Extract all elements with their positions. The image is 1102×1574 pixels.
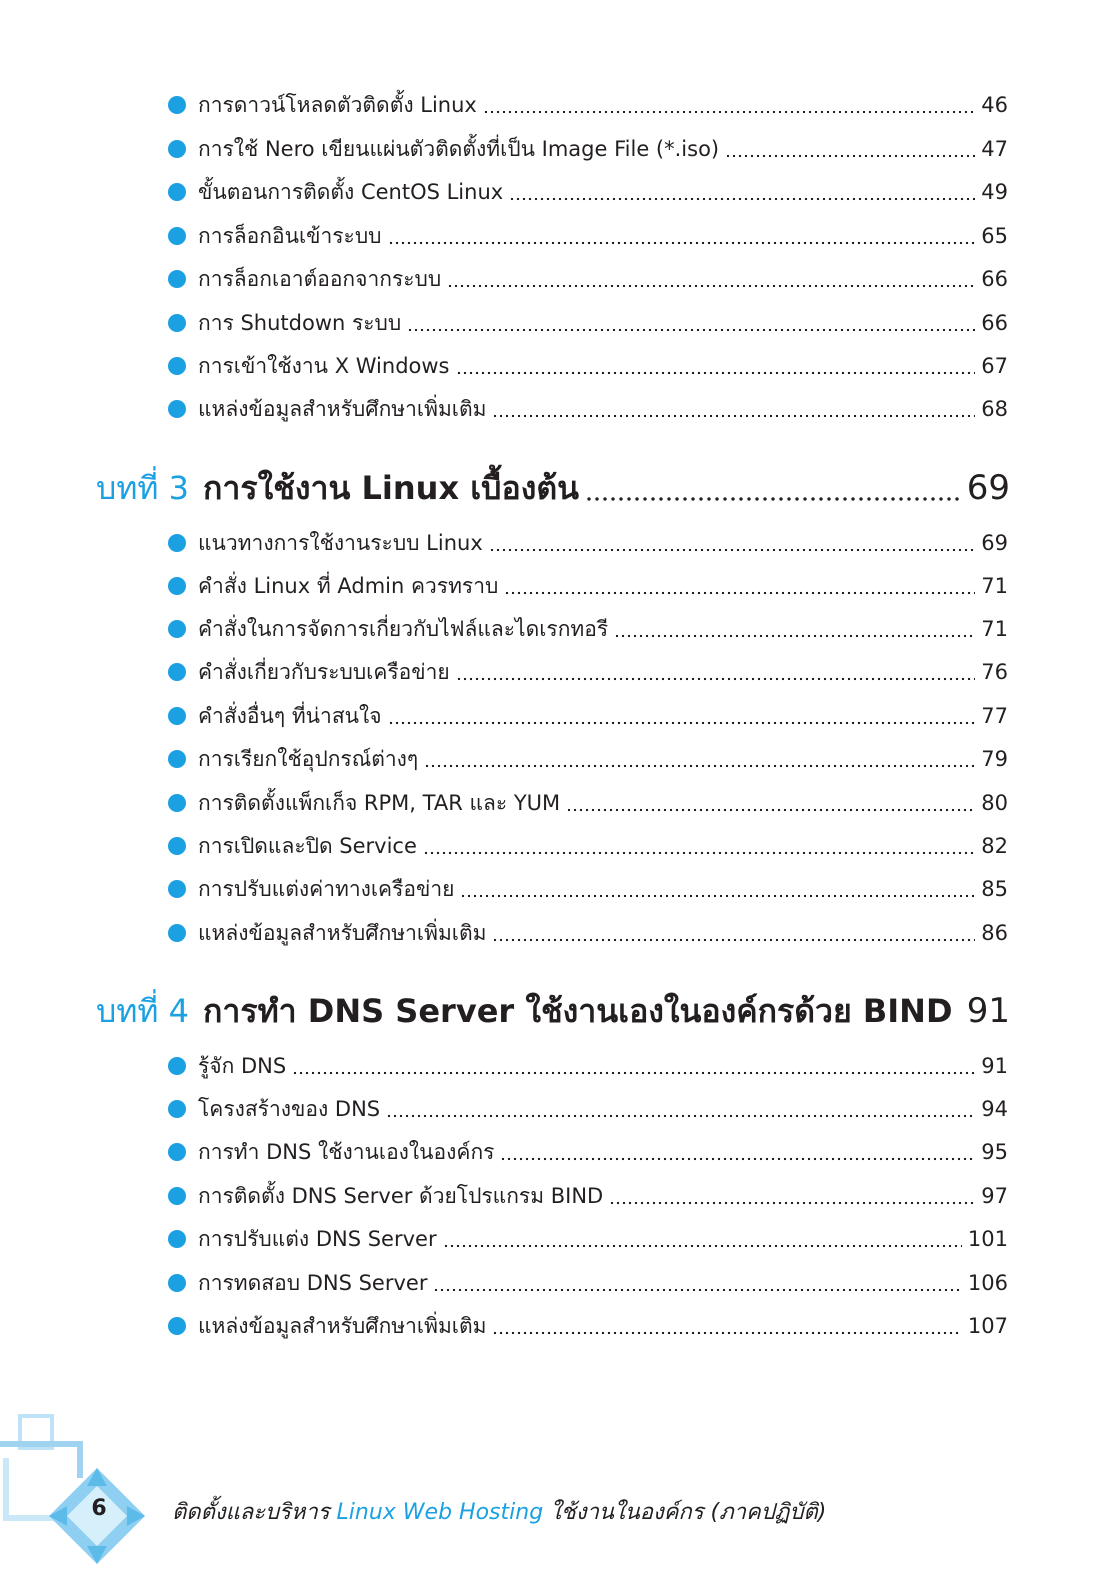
page-number: 6 <box>91 1496 107 1521</box>
dot-leader <box>292 1071 975 1075</box>
footer-ornament-icon <box>0 1408 160 1574</box>
dot-leader <box>500 1157 975 1161</box>
chapter-page: 91 <box>966 991 1010 1031</box>
toc-item-label: การเข้าใช้งาน X Windows <box>198 354 450 378</box>
toc-item-page: 94 <box>981 1097 1008 1121</box>
toc-item-page: 85 <box>981 877 1008 901</box>
dot-leader <box>609 1201 975 1205</box>
toc-item-label: การดาวน์โหลดตัวติดตั้ง Linux <box>198 93 477 117</box>
dot-leader <box>456 371 976 375</box>
toc-item-label: การเรียกใช้อุปกรณ์ต่างๆ <box>198 747 419 771</box>
toc-item <box>168 303 1008 343</box>
toc-item-label: แหล่งข้อมูลสำหรับศึกษาเพิ่มเติม <box>198 921 487 945</box>
dot-leader <box>483 110 975 114</box>
chapter-heading <box>96 462 1010 514</box>
bullet-icon <box>168 1057 186 1075</box>
dot-leader <box>492 414 975 418</box>
toc-item <box>168 609 1008 649</box>
toc-item-label: การ Shutdown ระบบ <box>198 311 402 335</box>
bullet-icon <box>168 620 186 638</box>
toc-item-label: การติดตั้งแพ็กเก็จ RPM, TAR และ YUM <box>198 791 561 815</box>
bullet-icon <box>168 534 186 552</box>
toc-item-label: การล็อกอินเข้าระบบ <box>198 224 382 248</box>
dot-leader <box>460 894 975 898</box>
toc-item-label: การใช้ Nero เขียนแผ่นตัวติดตั้งที่เป็น Image File (*.iso) <box>198 137 720 161</box>
toc-item-page: 80 <box>981 791 1008 815</box>
bullet-icon <box>168 270 186 288</box>
dot-leader <box>566 808 975 812</box>
bullet-icon <box>168 1100 186 1118</box>
toc-item-label: การเปิดและปิด Service <box>198 834 417 858</box>
toc-item-label: แหล่งข้อมูลสำหรับศึกษาเพิ่มเติม <box>198 1314 487 1338</box>
toc-item-page: 47 <box>981 137 1008 161</box>
dot-leader <box>443 1244 962 1248</box>
bullet-icon <box>168 750 186 768</box>
bullet-icon <box>168 400 186 418</box>
toc-item <box>168 1219 1008 1259</box>
dot-leader <box>489 548 976 552</box>
toc-item <box>168 826 1008 866</box>
bullet-icon <box>168 880 186 898</box>
toc-item <box>168 1263 1008 1303</box>
toc-item-label: คำสั่ง Linux ที่ Admin ควรทราบ <box>198 574 499 598</box>
toc-item-page: 46 <box>981 93 1008 117</box>
toc-item-page: 79 <box>981 747 1008 771</box>
dot-leader <box>504 591 975 595</box>
toc-item-page: 106 <box>967 1271 1008 1295</box>
toc-item-label: การล็อกเอาต์ออกจากระบบ <box>198 267 442 291</box>
bullet-icon <box>168 1143 186 1161</box>
footer-text-before: ติดตั้งและบริหาร <box>172 1500 337 1525</box>
dot-leader <box>423 851 975 855</box>
bullet-icon <box>168 663 186 681</box>
chapter-heading <box>96 985 1010 1037</box>
dot-leader <box>959 1019 961 1025</box>
toc-item <box>168 783 1008 823</box>
toc-item-page: 77 <box>981 704 1008 728</box>
toc-item <box>168 346 1008 386</box>
toc-item-label: การทำ DNS ใช้งานเองในองค์กร <box>198 1140 495 1164</box>
toc-item <box>168 129 1008 169</box>
dot-leader <box>492 1331 961 1335</box>
ornament-line <box>6 1458 60 1518</box>
toc-item-page: 76 <box>981 660 1008 684</box>
toc-item <box>168 85 1008 125</box>
toc-item-label: แนวทางการใช้งานระบบ Linux <box>198 531 483 555</box>
toc-item-page: 71 <box>981 617 1008 641</box>
toc-item <box>168 913 1008 953</box>
chapter-page: 69 <box>966 468 1010 508</box>
toc-item-label: แหล่งข้อมูลสำหรับศึกษาเพิ่มเติม <box>198 397 487 421</box>
toc-item <box>168 869 1008 909</box>
dot-leader <box>725 154 975 158</box>
toc-item-label: คำสั่งเกี่ยวกับระบบเครือข่าย <box>198 660 450 684</box>
toc-item-label: คำสั่งอื่นๆ ที่น่าสนใจ <box>198 704 382 728</box>
bullet-icon <box>168 924 186 942</box>
bullet-icon <box>168 837 186 855</box>
bullet-icon <box>168 577 186 595</box>
toc-item <box>168 172 1008 212</box>
bullet-icon <box>168 1230 186 1248</box>
toc-item <box>168 739 1008 779</box>
toc-item-page: 71 <box>981 574 1008 598</box>
bullet-icon <box>168 794 186 812</box>
dot-leader <box>407 328 975 332</box>
toc-item-label: การปรับแต่งค่าทางเครือข่าย <box>198 877 455 901</box>
toc-item <box>168 1089 1008 1129</box>
toc-item-label: รู้จัก DNS <box>198 1054 287 1078</box>
toc-item-page: 65 <box>981 224 1008 248</box>
toc-item <box>168 1176 1008 1216</box>
toc-item-page: 97 <box>981 1184 1008 1208</box>
bullet-icon <box>168 314 186 332</box>
toc-item <box>168 523 1008 563</box>
dot-leader <box>447 284 975 288</box>
footer-text-highlight: Linux Web Hosting <box>336 1500 544 1525</box>
bullet-icon <box>168 140 186 158</box>
chapter-title: การทำ DNS Server ใช้งานเองในองค์กรด้วย BIND <box>203 992 953 1030</box>
dot-leader <box>614 634 975 638</box>
bullet-icon <box>168 707 186 725</box>
dot-leader <box>433 1288 961 1292</box>
chapter-title: การใช้งาน Linux เบื้องต้น <box>203 469 579 507</box>
bullet-icon <box>168 1317 186 1335</box>
toc-item <box>168 652 1008 692</box>
toc-item-label: โครงสร้างของ DNS <box>198 1097 381 1121</box>
dot-leader <box>585 496 961 502</box>
toc-item-label: การทดสอบ DNS Server <box>198 1271 428 1295</box>
toc-item-page: 82 <box>981 834 1008 858</box>
toc-item-label: การปรับแต่ง DNS Server <box>198 1227 437 1251</box>
toc-item <box>168 696 1008 736</box>
dot-leader <box>424 764 975 768</box>
toc-item <box>168 1132 1008 1172</box>
bullet-icon <box>168 183 186 201</box>
dot-leader <box>388 721 976 725</box>
toc-item-page: 68 <box>981 397 1008 421</box>
toc-item <box>168 259 1008 299</box>
dot-leader <box>509 197 975 201</box>
bullet-icon <box>168 96 186 114</box>
dot-leader <box>456 677 976 681</box>
dot-leader <box>492 938 975 942</box>
dot-leader <box>388 241 976 245</box>
toc-item-page: 107 <box>967 1314 1008 1338</box>
toc-item-label: ขั้นตอนการติดตั้ง CentOS Linux <box>198 180 504 204</box>
dot-leader <box>386 1114 975 1118</box>
chapter-number: บทที่ 3 <box>96 469 190 507</box>
toc-item-page: 69 <box>981 531 1008 555</box>
bullet-icon <box>168 1274 186 1292</box>
toc-item-page: 86 <box>981 921 1008 945</box>
toc-item-label: การติดตั้ง DNS Server ด้วยโปรแกรม BIND <box>198 1184 604 1208</box>
toc-item-page: 66 <box>981 267 1008 291</box>
toc-item-page: 49 <box>981 180 1008 204</box>
toc-item-label: คำสั่งในการจัดการเกี่ยวกับไฟล์และไดเรกทอรี <box>198 617 609 641</box>
running-footer <box>172 1494 826 1529</box>
bullet-icon <box>168 357 186 375</box>
toc-item-page: 91 <box>981 1054 1008 1078</box>
toc-item-page: 95 <box>981 1140 1008 1164</box>
toc-item-page: 66 <box>981 311 1008 335</box>
toc-item <box>168 1306 1008 1346</box>
chapter-number: บทที่ 4 <box>96 992 190 1030</box>
toc-item <box>168 566 1008 606</box>
footer-text-after: ใช้งานในองค์กร (ภาคปฏิบัติ) <box>543 1500 827 1525</box>
bullet-icon <box>168 227 186 245</box>
toc-item <box>168 1046 1008 1086</box>
toc-item-page: 101 <box>967 1227 1008 1251</box>
bullet-icon <box>168 1187 186 1205</box>
toc-item <box>168 389 1008 429</box>
toc-item <box>168 216 1008 256</box>
toc-item-page: 67 <box>981 354 1008 378</box>
